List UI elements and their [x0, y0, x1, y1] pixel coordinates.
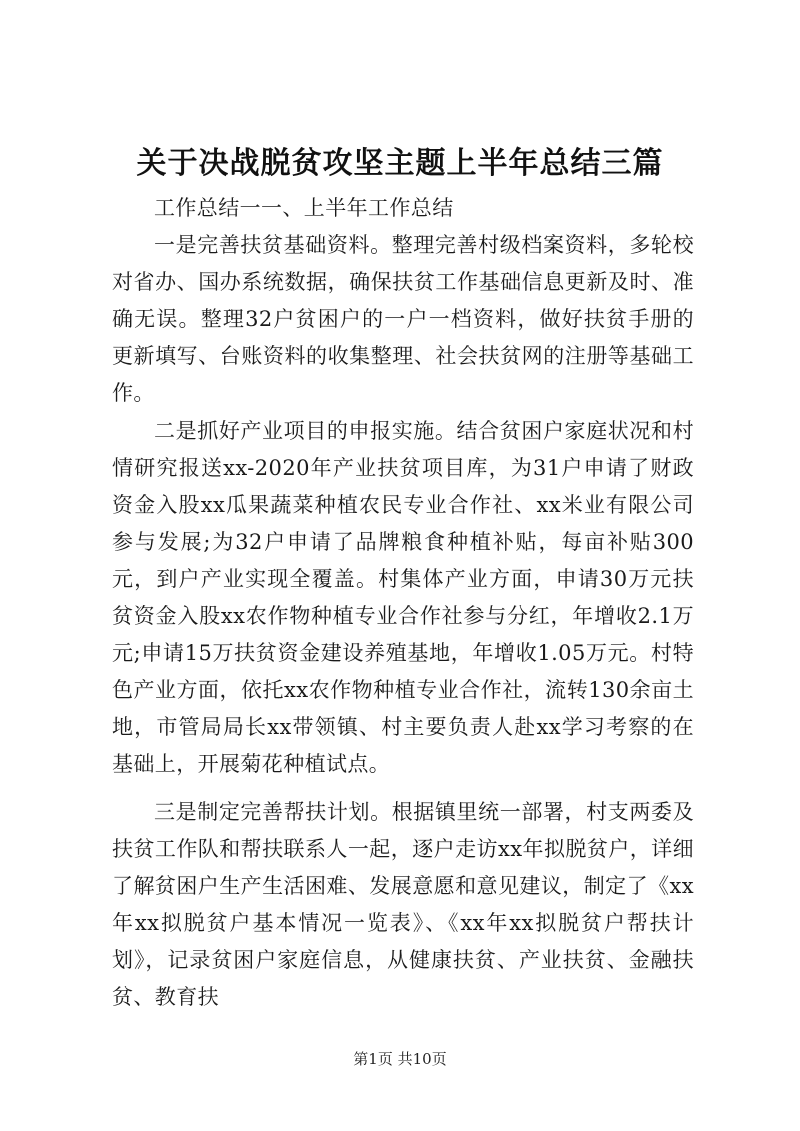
paragraph-basic-materials: 一是完善扶贫基础资料。整理完善村级档案资料，多轮校对省办、国办系统数据，确保扶贫工作基础信息更新及时、准确无误。整理32户贫困户的一户一档资料，做好扶贫手册的更新填写、台账资料的收集整理、社会扶贫网的注册等基础工作。: [112, 233, 694, 406]
document-title: 关于决战脱贫攻坚主题上半年总结三篇: [136, 146, 664, 181]
section-heading: 工作总结一一、上半年工作总结: [154, 196, 454, 220]
paragraph-industry-projects: 二是抓好产业项目的申报实施。结合贫困户家庭状况和村情研究报送xx-2020年产业扶贫项目库，为31户申请了财政资金入股xx瓜果蔬菜种植农民专业合作社、xx米业有限公司参与发展;为32户申请了品牌粮食种植补贴，每亩补贴300元，到户产业实现全覆盖。村集体产业方面，申请30万元扶贫资金入股xx农作物种植专业合作社参与分红，年增收2.1万元;申请15万扶贫资金建设养殖基地，年增收1.05万元。村特色产业方面，依托xx农作物种植专业合作社，流转130余亩土地，市管局局长xx带领镇、村主要负责人赴xx学习考察的在基础上，开展菊花种植试点。: [112, 418, 694, 777]
document-body: [112, 190, 694, 1016]
page-number-footer: 第1页 共10页: [353, 1050, 447, 1068]
paragraph-assistance-plan: 三是制定完善帮扶计划。根据镇里统一部署，村支两委及扶贫工作队和帮扶联系人一起，逐户走访xx年拟脱贫户，详细了解贫困户生产生活困难、发展意愿和意见建议，制定了《xx年xx拟脱贫户基本情况一览表》、《xx年xx拟脱贫户帮扶计划》，记录贫困户家庭信息，从健康扶贫、产业扶贫、金融扶贫、教育扶: [112, 799, 694, 1009]
